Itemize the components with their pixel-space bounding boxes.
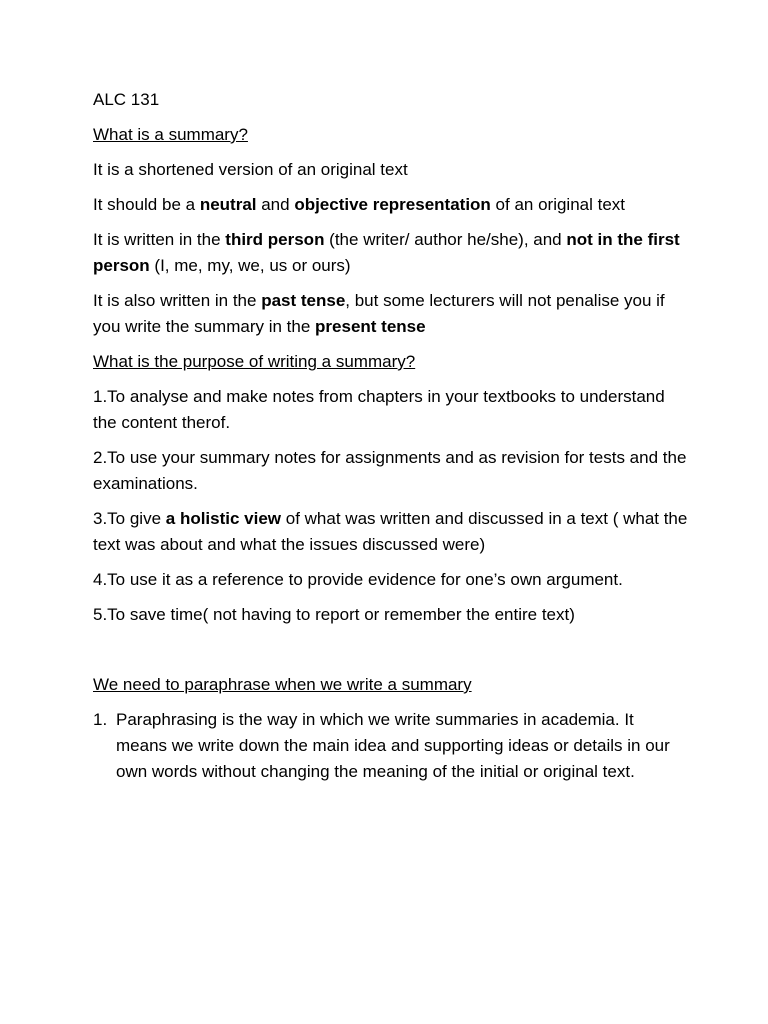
text: (I, me, my, we, us or ours) xyxy=(149,256,351,275)
definition-neutral xyxy=(93,192,688,218)
purpose-item-4: 4.To use it as a reference to provide evidence for one’s own argument. xyxy=(93,570,623,589)
bold-past-tense: past tense xyxy=(261,291,346,310)
heading-paraphrase: We need to paraphrase when we write a summary xyxy=(93,675,472,694)
list-number: 1. xyxy=(93,710,108,729)
text: It should be a xyxy=(93,195,200,214)
text: of an original text xyxy=(490,195,626,214)
definition-third-person xyxy=(93,227,688,279)
bold-third-person: third person xyxy=(225,230,325,249)
heading-what-is-summary: What is a summary? xyxy=(93,125,248,144)
purpose-item-2: 2.To use your summary notes for assignments and as revision for tests and the examinations. xyxy=(93,448,687,493)
text: , but some lecturers will not penalise you if you write the summary in the xyxy=(93,291,665,336)
definition-tense xyxy=(93,288,688,340)
bold-present-tense: present tense xyxy=(315,317,426,336)
paraphrase-list-item xyxy=(93,707,688,785)
bold-holistic-view: a holistic view xyxy=(165,509,282,528)
course-code: ALC 131 xyxy=(93,90,160,109)
bold-not-first-person: not in the first person xyxy=(93,230,680,275)
bold-objective-representation: objective representation xyxy=(294,195,491,214)
heading-purpose: What is the purpose of writing a summary? xyxy=(93,352,416,371)
text: It is also written in the xyxy=(93,291,262,310)
purpose-item-1: 1.To analyse and make notes from chapters in your textbooks to understand the content therof. xyxy=(93,387,665,432)
text: and xyxy=(256,195,295,214)
text: of what was written and discussed in a text ( what the text was about and what the issues discussed were) xyxy=(93,509,688,554)
list-item-text: Paraphrasing is the way in which we write summaries in academia. It means we write down the main idea and supporting ideas or details in our own words without changing the meaning of the initial or original text. xyxy=(116,710,670,781)
text: It is written in the xyxy=(93,230,226,249)
spacer xyxy=(93,637,688,672)
text: (the writer/ author he/she), and xyxy=(324,230,567,249)
definition-shortened: It is a shortened version of an original text xyxy=(93,160,408,179)
purpose-item-5: 5.To save time( not having to report or remember the entire text) xyxy=(93,605,575,624)
purpose-item-3 xyxy=(93,506,688,558)
text: 3.To give xyxy=(93,509,166,528)
bold-neutral: neutral xyxy=(199,195,257,214)
